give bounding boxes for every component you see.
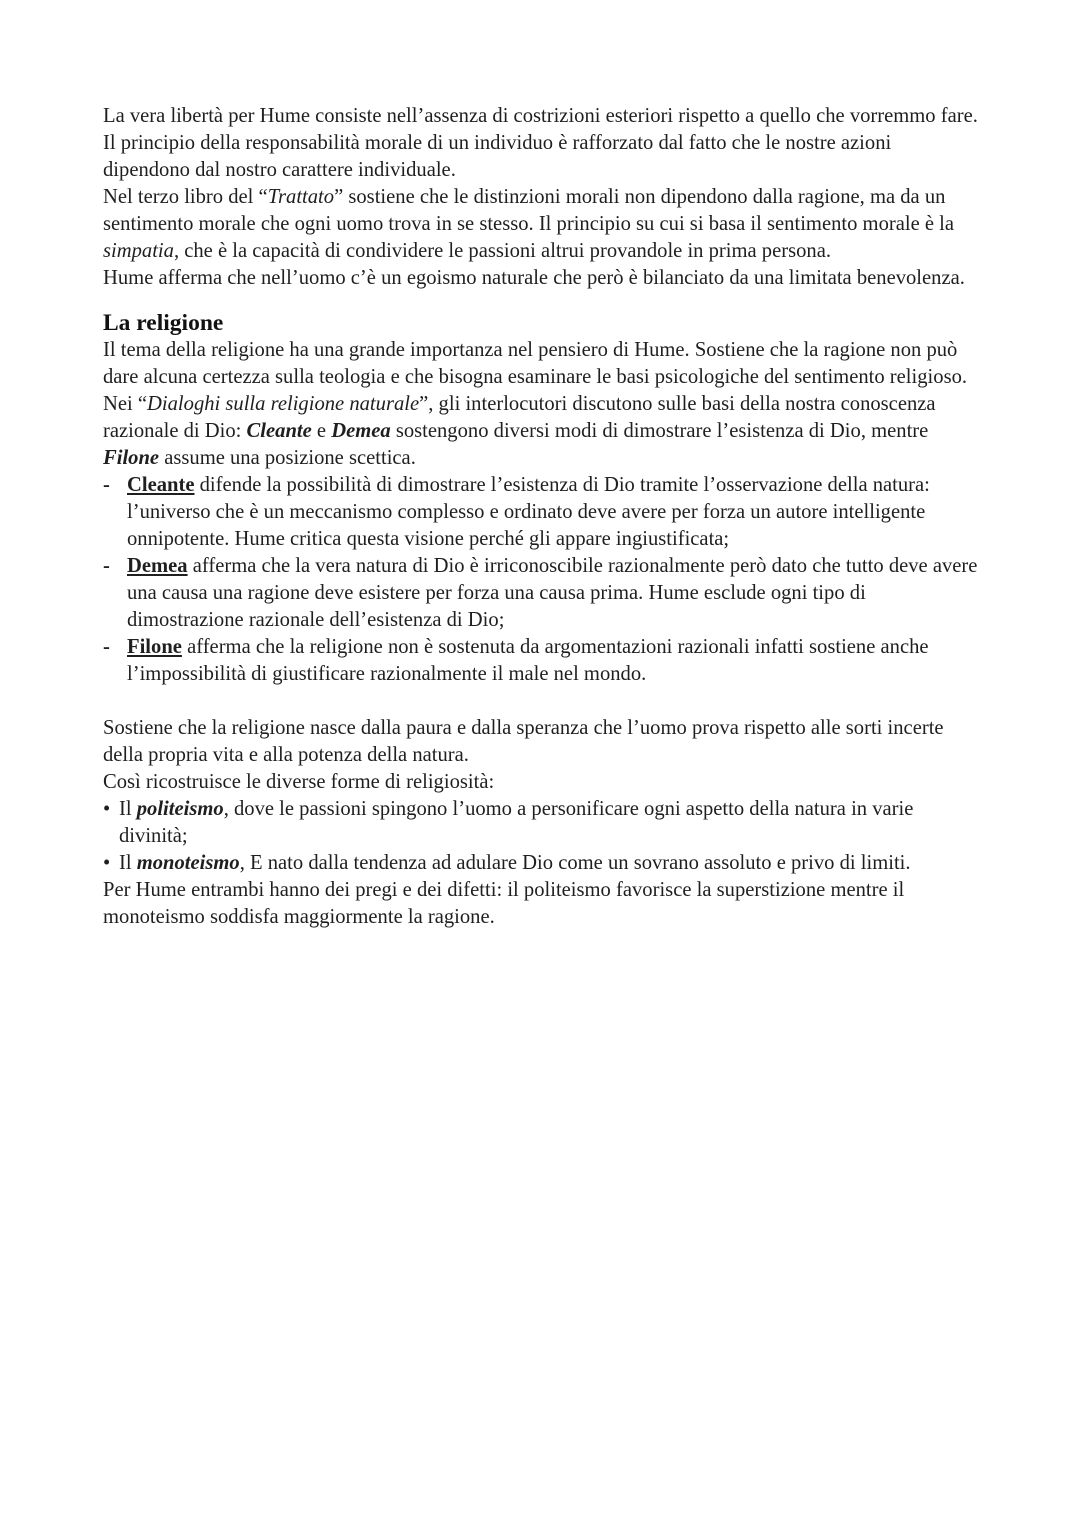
section-heading: La religione <box>103 310 224 336</box>
paragraph-religione-intro <box>103 337 983 472</box>
paragraph-origine: Sostiene che la religione nasce dalla paura e dalla speranza che l’uomo prova rispetto alle sorti incerte della propria vita e alla potenza della natura. <box>103 717 944 766</box>
term-simpatia: simpatia <box>103 240 174 262</box>
interlocutors-list <box>103 472 983 688</box>
name-filone: Filone <box>103 447 160 469</box>
list-item <box>103 796 983 850</box>
work-title: Dialoghi sulla religione naturale <box>147 393 420 415</box>
paragraph-liberta: La vera libertà per Hume consiste nell’assenza di costrizioni esteriori rispetto a quello che vorremmo fare. Il principio della responsabilità morale di un individuo è rafforzato dal fatto che le nostre azioni dipendono dal nostro carattere individuale. <box>103 105 978 181</box>
document-page <box>103 103 983 931</box>
list-item-name: Cleante <box>127 474 195 496</box>
list-item <box>103 634 983 688</box>
work-title: Trattato <box>267 186 335 208</box>
list-item <box>103 850 983 877</box>
list-item <box>103 553 983 634</box>
list-item-text: difende la possibilità di dimostrare l’esistenza di Dio tramite l’osservazione della natura: l’universo che è un meccanismo complesso e ordinato deve avere per forza un autore intelligente onnipotente. Hume critica questa visione perché gli appare ingiustificata; <box>127 474 930 550</box>
spacer <box>103 688 983 715</box>
text-run: , che è la capacità di condividere le passioni altrui provandole in prima persona. <box>173 240 831 262</box>
text-run: Il <box>119 798 137 820</box>
term-politeismo: politeismo <box>136 798 224 820</box>
paragraph-trattato <box>103 184 983 265</box>
paragraph-forme: Così ricostruisce le diverse forme di religiosità: <box>103 771 495 793</box>
forms-list <box>103 796 983 877</box>
list-item-text: afferma che la religione non è sostenuta da argomentazioni razionali infatti sostiene anche l’impossibilità di giustificare razionalmente il male nel mondo. <box>127 636 929 685</box>
text-run: assume una posizione scettica. <box>159 447 416 469</box>
term-monoteismo: monoteismo <box>136 852 240 874</box>
list-item-text: afferma che la vera natura di Dio è irriconoscibile razionalmente però dato che tutto deve avere una causa una ragione deve esistere per forza una causa prima. Hume esclude ogni tipo di dimostrazione razionale dell’esistenza di Dio; <box>127 555 978 631</box>
text-run: ” sostiene che le distinzioni morali non dipendono dalla ragione, ma da un sentimento morale che ogni uomo trova in se stesso. Il principio su cui si basa il sentimento morale è la <box>103 186 955 235</box>
text-run: Il <box>119 852 137 874</box>
list-item-name: Demea <box>127 555 188 577</box>
text-run: sostengono diversi modi di dimostrare l’esistenza di Dio, mentre <box>390 420 929 442</box>
list-item-name: Filone <box>127 636 182 658</box>
list-item <box>103 472 983 553</box>
text-run: Nel terzo libro del “ <box>103 186 268 208</box>
text-run: e <box>311 420 332 442</box>
name-cleante: Cleante <box>246 420 312 442</box>
text-run: ”, gli interlocutori discutono sulle basi della nostra conoscenza razionale di Dio: <box>103 393 936 442</box>
paragraph-egoismo: Hume afferma che nell’uomo c’è un egoismo naturale che però è bilanciato da una limitata benevolenza. <box>103 267 965 289</box>
name-demea: Demea <box>331 420 391 442</box>
text-run: Il tema della religione ha una grande importanza nel pensiero di Hume. Sostiene che la ragione non può dare alcuna certezza sulla teologia e che bisogna esaminare le basi psicologiche del sentimento religioso. Nei “ <box>103 339 968 415</box>
paragraph-conclusione: Per Hume entrambi hanno dei pregi e dei difetti: il politeismo favorisce la superstizione mentre il monoteismo soddisfa maggiormente la ragione. <box>103 879 905 928</box>
text-run: , E nato dalla tendenza ad adulare Dio come un sovrano assoluto e privo di limiti. <box>239 852 911 874</box>
text-run: , dove le passioni spingono l’uomo a personificare ogni aspetto della natura in varie divinità; <box>119 798 914 847</box>
